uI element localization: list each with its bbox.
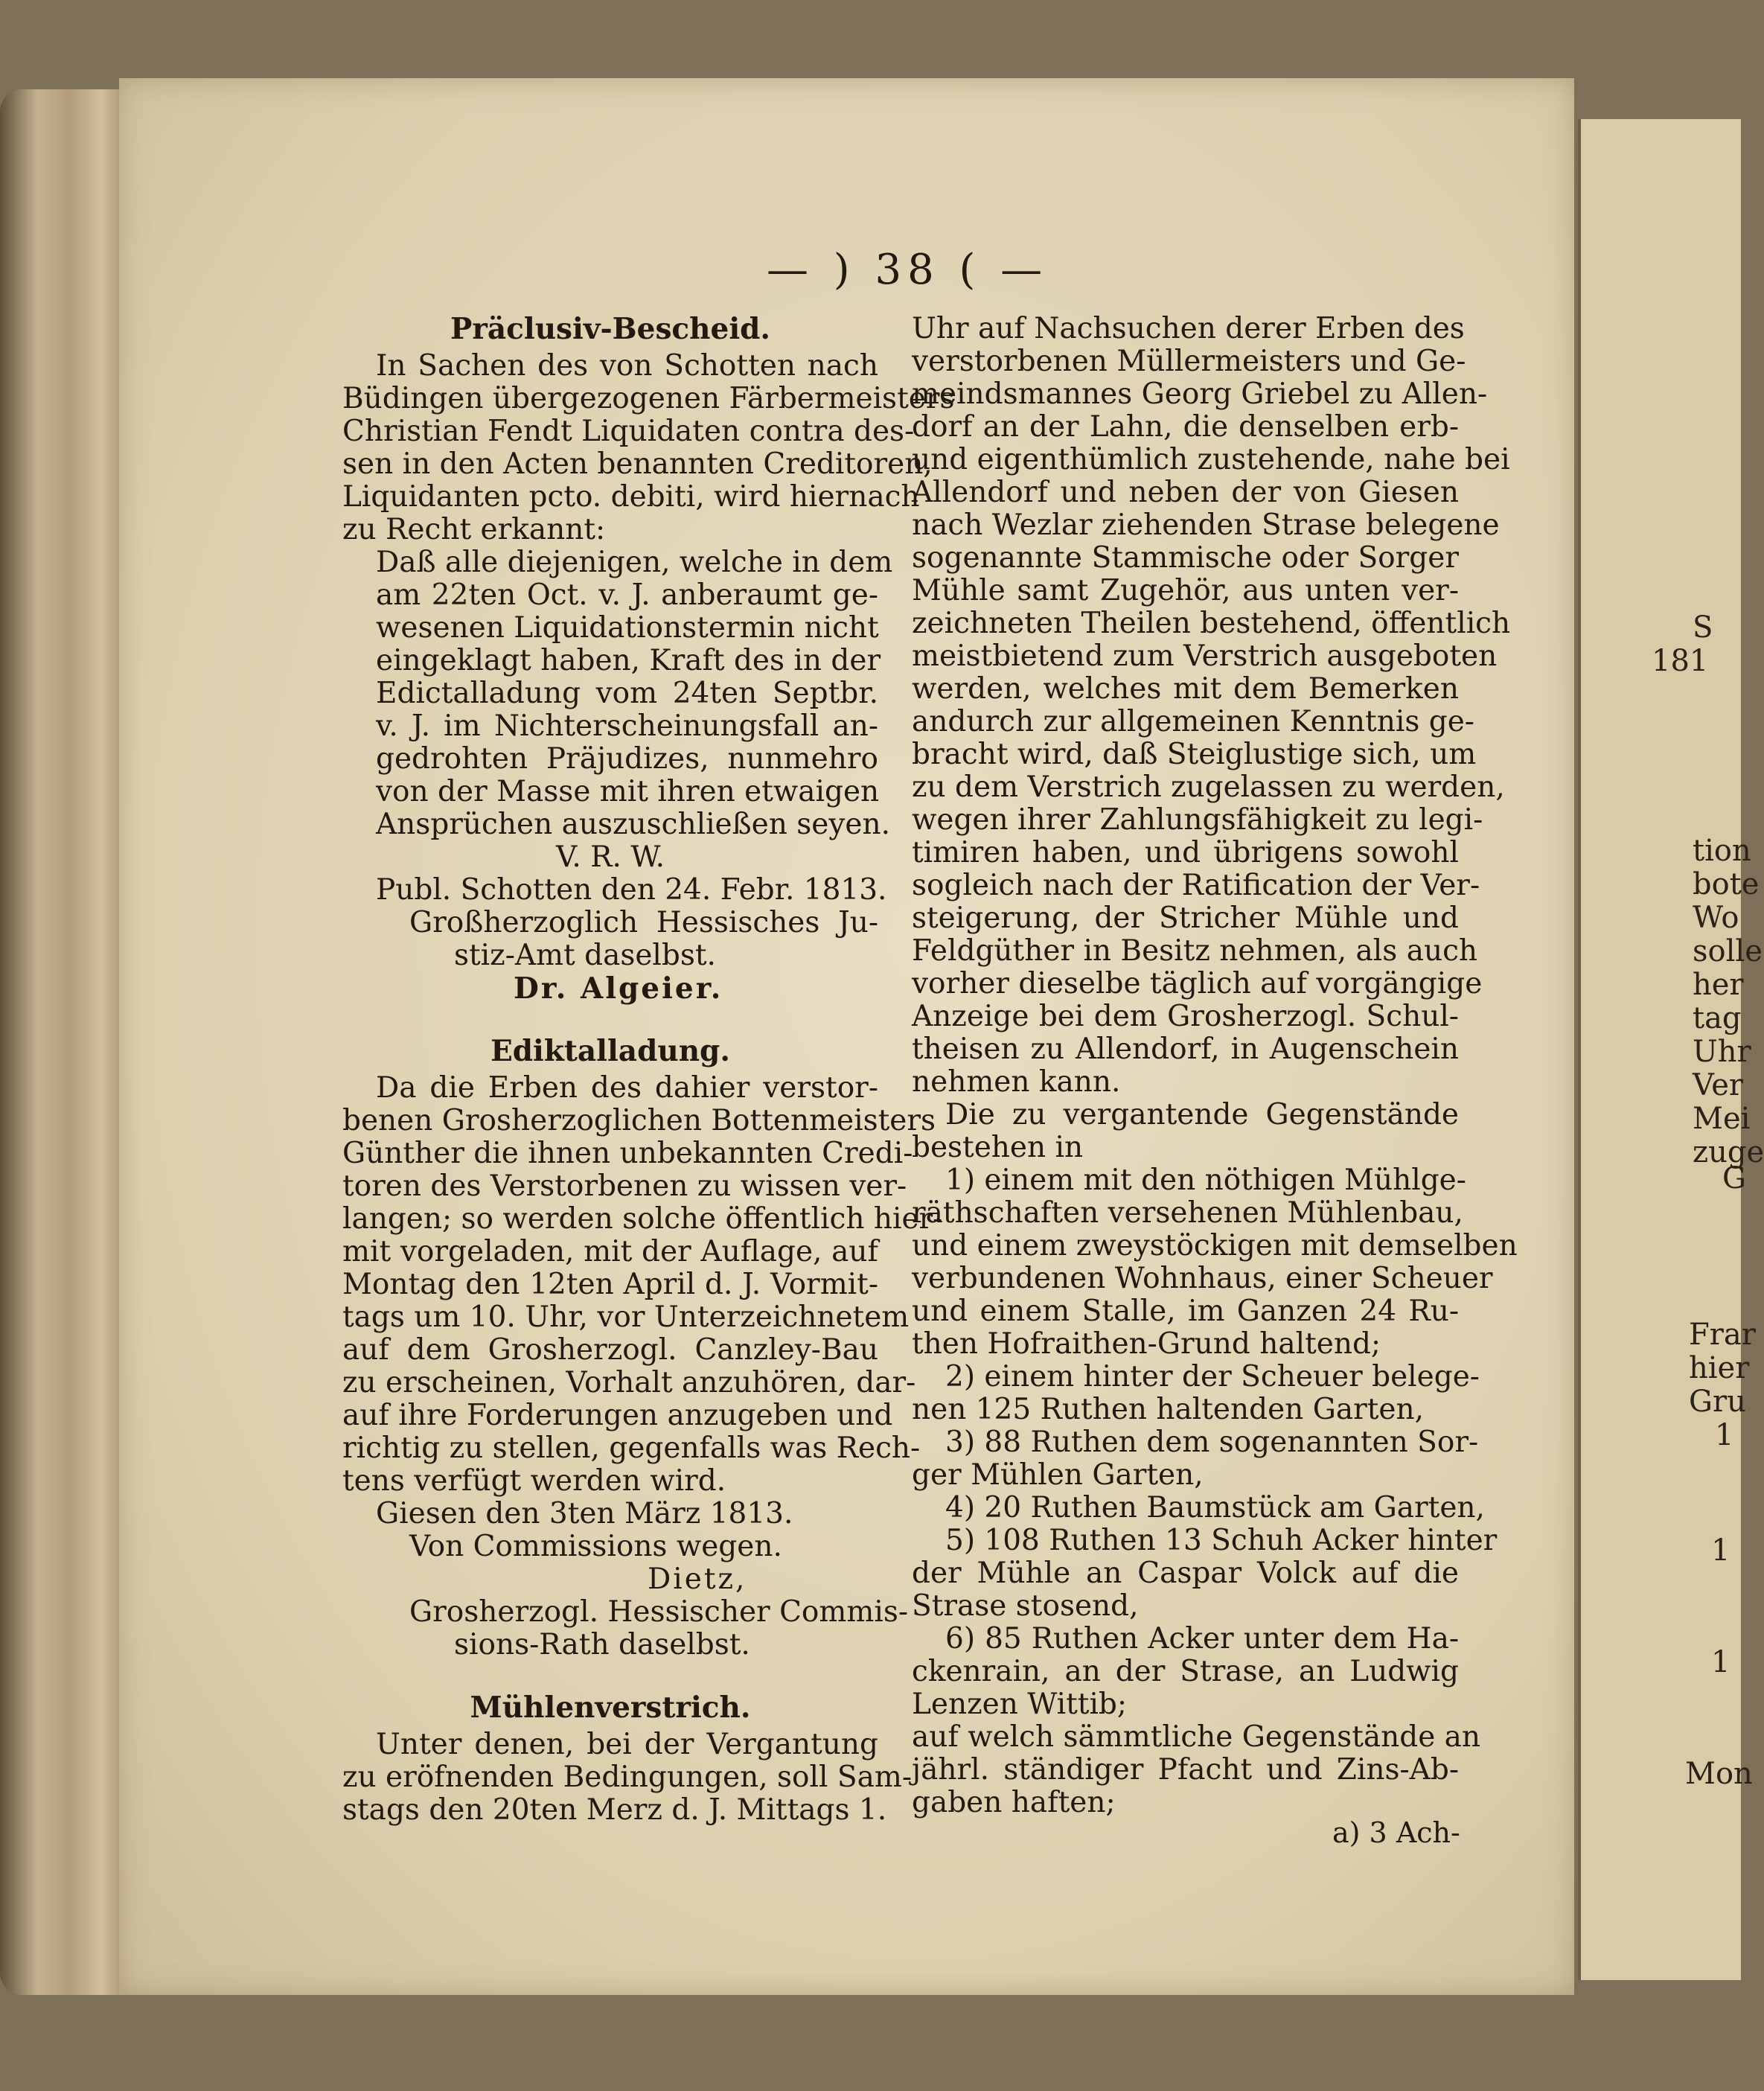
- text-line: bestehen in: [912, 1131, 1084, 1164]
- list-item: und einem zweystöckigen mit demselben: [912, 1229, 1518, 1262]
- text-line: Montag den 12ten April d. J. Vormit-: [342, 1268, 878, 1301]
- text-line: wesenen Liquidationstermin nicht: [376, 611, 879, 645]
- authority-line: stiz-Amt daselbst.: [454, 939, 716, 972]
- next-page-fragment: solle: [1693, 934, 1763, 968]
- next-page-fragment: hier: [1689, 1351, 1750, 1385]
- text-line: von der Masse mit ihren etwaigen: [376, 775, 880, 808]
- text-line: Daß alle diejenigen, welche in dem: [376, 546, 893, 579]
- list-item: then Hofraithen-Grund haltend;: [912, 1327, 1381, 1361]
- text-line: mit vorgeladen, mit der Auflage, auf: [342, 1235, 878, 1268]
- text-line: sogenannte Stammische oder Sorger: [912, 541, 1459, 575]
- text-line: Günther die ihnen unbekannten Credi-: [342, 1137, 913, 1170]
- text-line: Mühle samt Zugehör, aus unten ver-: [912, 574, 1459, 607]
- next-page-fragment: Wo: [1693, 901, 1739, 935]
- list-item: räthschaften versehenen Mühlenbau,: [912, 1196, 1463, 1230]
- text-line: stags den 20ten Merz d. J. Mittags 1.: [342, 1793, 887, 1827]
- text-line: Allendorf und neben der von Giesen: [912, 476, 1459, 509]
- next-page-fragment: Gru: [1689, 1385, 1746, 1419]
- next-page-fragment: bote: [1693, 867, 1760, 901]
- text-line: Christian Fendt Liquidaten contra des-: [342, 415, 915, 448]
- list-item: Strase stosend,: [912, 1589, 1139, 1623]
- text-line: Die zu vergantende Gegenstände: [945, 1098, 1459, 1131]
- text-line: nehmen kann.: [912, 1065, 1121, 1099]
- text-line: Da die Erben des dahier verstor-: [376, 1071, 878, 1105]
- next-page-fragment: Ver: [1693, 1068, 1744, 1102]
- text-line: zu dem Verstrich zugelassen zu werden,: [912, 770, 1505, 804]
- text-line: Feldgüther in Besitz nehmen, als auch: [912, 934, 1478, 968]
- publication-line: Publ. Schotten den 24. Febr. 1813.: [376, 873, 887, 907]
- text-line: eingeklagt haben, Kraft des in der: [376, 644, 881, 677]
- text-line: toren des Verstorbenen zu wissen ver-: [342, 1169, 907, 1203]
- authority-line: Grosherzogl. Hessischer Commis-: [409, 1595, 909, 1629]
- text-line: bracht wird, daß Steiglustige sich, um: [912, 738, 1477, 771]
- section-title-muehlenverstrich: Mühlenverstrich.: [470, 1691, 751, 1725]
- next-page-fragment: Mon: [1685, 1757, 1753, 1791]
- authority-line: sions-Rath daselbst.: [454, 1628, 750, 1661]
- text-line: tags um 10. Uhr, vor Unterzeichnetem: [342, 1300, 910, 1334]
- text-line: gaben haften;: [912, 1786, 1116, 1819]
- next-page-fragment: Uhr: [1693, 1035, 1751, 1069]
- text-line: Anzeige bei dem Grosherzogl. Schul-: [912, 1000, 1459, 1033]
- text-line: theisen zu Allendorf, in Augenschein: [912, 1032, 1459, 1066]
- next-page-fragment: G: [1722, 1161, 1746, 1195]
- next-page-fragment: 1: [1711, 1533, 1731, 1568]
- list-item: der Mühle an Caspar Volck auf die: [912, 1557, 1459, 1590]
- next-page-fragment: Frar: [1689, 1318, 1756, 1352]
- next-page-fragment: her: [1693, 968, 1744, 1002]
- text-line: timiren haben, und übrigens sowohl: [912, 836, 1459, 869]
- page-number: — ) 38 ( —: [767, 246, 1049, 294]
- vrw-line: V. R. W.: [556, 840, 665, 874]
- text-line: Unter denen, bei der Vergantung: [376, 1728, 878, 1761]
- signature: Dietz,: [648, 1562, 747, 1596]
- next-page-fragment: zuge: [1693, 1135, 1764, 1169]
- next-page-fragment: tag: [1693, 1001, 1742, 1035]
- next-page-fragment: S: [1693, 610, 1713, 645]
- text-line: vorher dieselbe täglich auf vorgängige: [912, 967, 1483, 1000]
- text-line: zu eröfnenden Bedingungen, soll Sam-: [342, 1760, 912, 1794]
- text-line: gedrohten Präjudizes, nunmehro: [376, 742, 878, 776]
- list-item: 3) 88 Ruthen dem sogenannten Sor-: [945, 1426, 1479, 1459]
- next-page-edge: [1578, 119, 1764, 1980]
- text-line: sen in den Acten benannten Creditoren,: [342, 447, 933, 481]
- list-item: verbundenen Wohnhaus, einer Scheuer: [912, 1262, 1493, 1295]
- text-line: Uhr auf Nachsuchen derer Erben des: [912, 312, 1465, 345]
- text-line: meindsmannes Georg Griebel zu Allen-: [912, 377, 1488, 411]
- next-page-fragment: 1: [1711, 1645, 1731, 1679]
- text-line: dorf an der Lahn, die denselben erb-: [912, 410, 1459, 444]
- text-line: langen; so werden solche öffentlich hier-: [342, 1202, 943, 1236]
- text-line: werden, welches mit dem Bemerken: [912, 672, 1459, 706]
- text-line: zu Recht erkannt:: [342, 513, 606, 546]
- text-line: Ansprüchen auszuschließen seyen.: [376, 808, 890, 841]
- text-line: zeichneten Theilen bestehend, öffentlich: [912, 607, 1511, 640]
- text-line: andurch zur allgemeinen Kenntnis ge-: [912, 705, 1474, 738]
- list-item: 2) einem hinter der Scheuer belege-: [945, 1360, 1480, 1394]
- text-line: meistbietend zum Verstrich ausgeboten: [912, 639, 1498, 673]
- section-title-ediktalladung: Ediktalladung.: [490, 1034, 730, 1068]
- text-line: sogleich nach der Ratification der Ver-: [912, 869, 1480, 902]
- text-line: und eigenthümlich zustehende, nahe bei: [912, 443, 1510, 476]
- left-column: [342, 312, 955, 1827]
- text-line: verstorbenen Müllermeisters und Ge-: [912, 345, 1466, 378]
- text-line: richtig zu stellen, gegenfalls was Rech-: [342, 1431, 921, 1465]
- authority-line: Großherzoglich Hessisches Ju-: [409, 906, 878, 939]
- text-line: auf dem Grosherzogl. Canzley-Bau: [342, 1333, 878, 1367]
- signature: Dr. Algeier.: [514, 971, 723, 1006]
- text-line: Büdingen übergezogenen Färbermeisters: [342, 382, 955, 415]
- list-item: 4) 20 Ruthen Baumstück am Garten,: [945, 1491, 1485, 1525]
- text-line: zu erscheinen, Vorhalt anzuhören, dar-: [342, 1366, 916, 1399]
- text-line: nach Wezlar ziehenden Strase belegene: [912, 508, 1500, 542]
- book-edge: [0, 89, 127, 1995]
- catchword: a) 3 Ach-: [1332, 1816, 1460, 1849]
- place-date-line: Giesen den 3ten März 1813.: [376, 1497, 793, 1530]
- list-item: nen 125 Ruthen haltenden Garten,: [912, 1393, 1425, 1426]
- text-line: wegen ihrer Zahlungsfähigkeit zu legi-: [912, 803, 1483, 837]
- commission-line: Von Commissions wegen.: [409, 1530, 782, 1563]
- next-page-fragment: tion: [1693, 834, 1751, 868]
- text-line: am 22ten Oct. v. J. anberaumt ge-: [376, 578, 878, 612]
- list-item: und einem Stalle, im Ganzen 24 Ru-: [912, 1294, 1459, 1328]
- right-column: [912, 312, 1518, 1819]
- text-line: In Sachen des von Schotten nach: [376, 349, 878, 383]
- text-line: jährl. ständiger Pfacht und Zins-Ab-: [912, 1753, 1459, 1787]
- next-page-fragment: Mei: [1693, 1102, 1751, 1136]
- list-item: ger Mühlen Garten,: [912, 1458, 1204, 1492]
- list-item: ckenrain, an der Strase, an Ludwig: [912, 1655, 1459, 1688]
- text-line: auf welch sämmtliche Gegenstände an: [912, 1720, 1481, 1754]
- text-line: tens verfügt werden wird.: [342, 1464, 726, 1498]
- text-line: benen Grosherzoglichen Bottenmeisters: [342, 1104, 936, 1137]
- text-line: auf ihre Forderungen anzugeben und: [342, 1399, 893, 1432]
- list-item: 5) 108 Ruthen 13 Schuh Acker hinter: [945, 1524, 1498, 1557]
- text-line: steigerung, der Stricher Mühle und: [912, 901, 1459, 935]
- section-title-praeclusiv: Präclusiv-Bescheid.: [450, 312, 770, 346]
- list-item: 1) einem mit den nöthigen Mühlge-: [945, 1163, 1466, 1197]
- list-item: Lenzen Wittib;: [912, 1688, 1128, 1721]
- text-line: v. J. im Nichterscheinungsfall an-: [376, 709, 878, 743]
- next-page-fragment: 1: [1715, 1418, 1734, 1452]
- list-item: 6) 85 Ruthen Acker unter dem Ha-: [945, 1622, 1459, 1656]
- text-line: Edictalladung vom 24ten Septbr.: [376, 677, 878, 710]
- text-line: Liquidanten pcto. debiti, wird hiernach: [342, 480, 920, 514]
- next-page-fragment: 181: [1652, 644, 1709, 678]
